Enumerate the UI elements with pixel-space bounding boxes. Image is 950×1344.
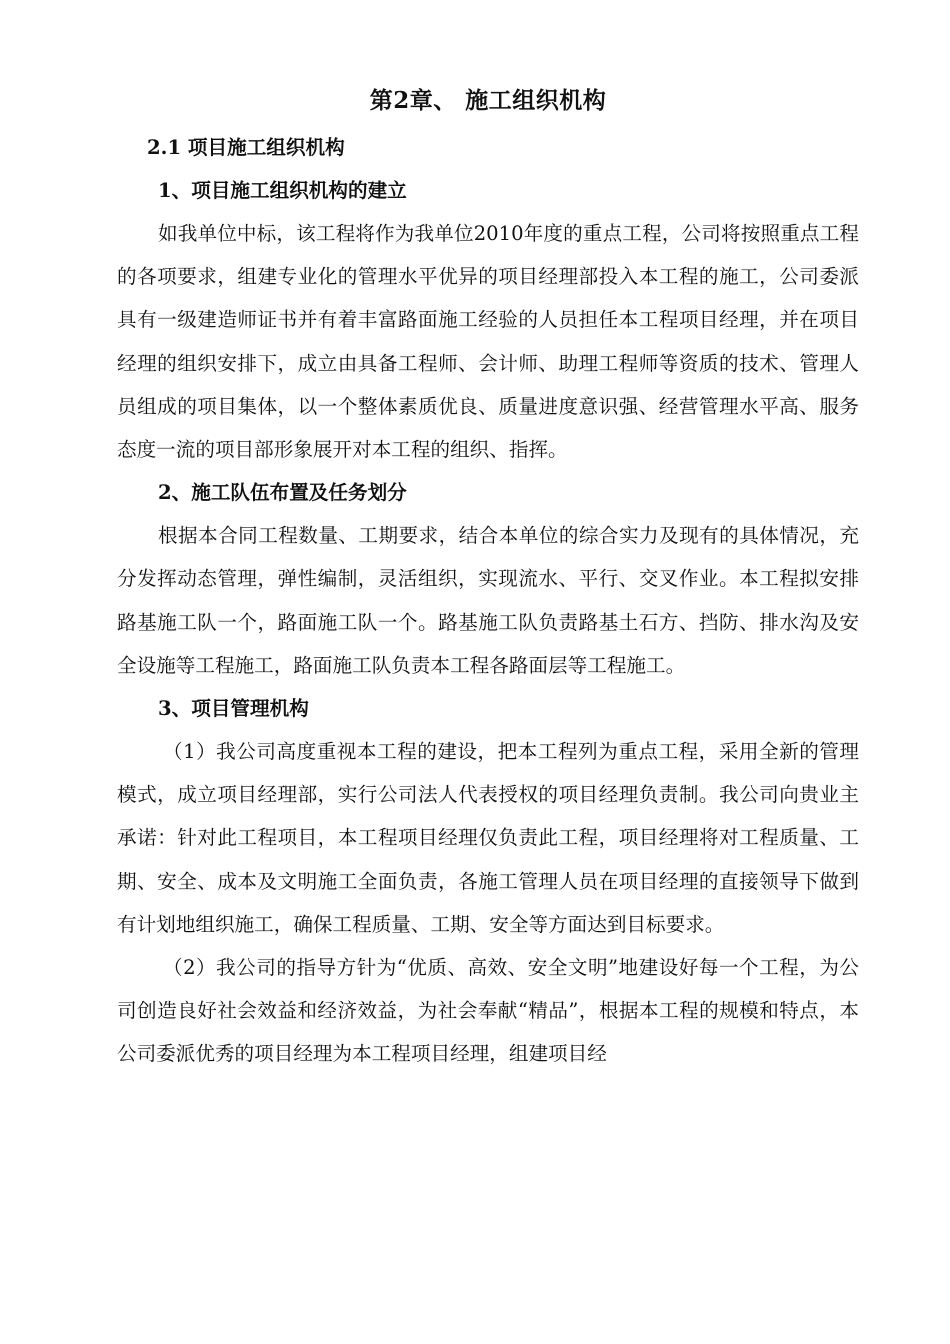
- paragraph-management-2: （2）我公司的指导方针为“优质、高效、安全文明”地建设好每一个工程，为公司创造良好社会效益和经济效益，为社会奉献“精品”，根据本工程的规模和特点，本公司委派优秀的项目经理为本工程项目经理，组建项目经: [117, 956, 859, 1066]
- paragraph-management-1: （1）我公司高度重视本工程的建设，把本工程列为重点工程，采用全新的管理模式，成立项目经理部，实行公司法人代表授权的项目经理负责制。我公司向贵业主承诺：针对此工程项目，本工程项目经理仅负责此工程，项目经理将对工程质量、工期、安全、成本及文明施工全面负责，各施工管理人员在项目经理的直接领导下做到有计划地组织施工，确保工程质量、工期、安全等方面达到目标要求。: [117, 740, 859, 936]
- document-body: [117, 78, 859, 1076]
- chapter-title: 第2章、 施工组织机构: [369, 87, 607, 114]
- paragraph-team-arrangement: 根据本合同工程数量、工期要求，结合本单位的综合实力及现有的具体情况，充分发挥动态管理，弹性编制，灵活组织，实现流水、平行、交叉作业。本工程拟安排路基施工队一个，路面施工队一个。路基施工队负责路基土石方、挡防、排水沟及安全设施等工程施工，路面施工队负责本工程各路面层等工程施工。: [117, 524, 859, 677]
- paragraph-organization-setup: 如我单位中标，该工程将作为我单位2010年度的重点工程，公司将按照重点工程的各项要求，组建专业化的管理水平优异的项目经理部投入本工程的施工，公司委派具有一级建造师证书并有着丰富路面施工经验的人员担任本工程项目经理，并在项目经理的组织安排下，成立由具备工程师、会计师、助理工程师等资质的技术、管理人员组成的项目集体，以一个整体素质优良、质量进度意识强、经营管理水平高、服务态度一流的项目部形象展开对本工程的组织、指挥。: [117, 222, 859, 462]
- subheading-organization-setup: 1、项目施工组织机构的建立: [158, 179, 407, 202]
- subheading-project-management: 3、项目管理机构: [158, 697, 309, 721]
- subheading-team-arrangement: 2、施工队伍布置及任务划分: [158, 481, 407, 505]
- section-heading-2-1: 2.1 项目施工组织机构: [147, 136, 345, 159]
